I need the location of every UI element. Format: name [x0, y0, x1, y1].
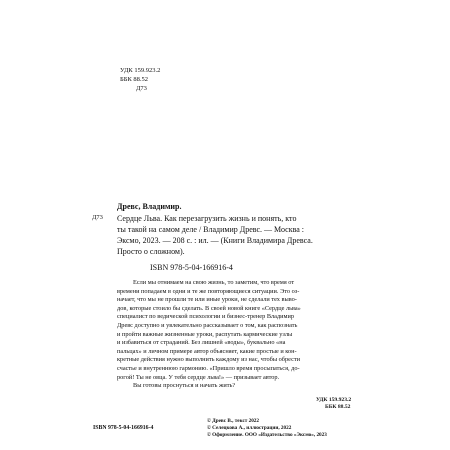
annotation-line: и избавиться от страданий. Без лишней «воды», буквально «на — [117, 339, 286, 347]
annotation-line: времени попадаем в одни и те же повторяющиеся ситуации. Это оз- — [117, 287, 300, 295]
copyright-line: © Селецкова А., иллюстрации, 2022 — [207, 425, 292, 431]
annotation-line: дов, которые стоило бы сделать. В своей новой книге «Сердце льва» — [117, 304, 301, 312]
record-isbn: ISBN 978-5-04-166916-4 — [150, 263, 233, 272]
record-author-sign: Д73 — [92, 214, 103, 221]
annotation-text — [117, 279, 349, 391]
annotation-line: рогой! Ты не овца. У тебя сердце льва!» — призывает автор. — [117, 373, 280, 381]
record-description — [117, 213, 347, 257]
annotation-line: кретные действия нужно выполнить каждому из нас, чтобы обрести — [117, 356, 300, 364]
annotation-line: Вы готовы проснуться и начать жить? — [133, 382, 236, 390]
copyright-block — [207, 418, 327, 439]
bbk-code: ББК 88.52 — [120, 76, 149, 83]
isbn-bottom: ISBN 978-5-04-166916-4 — [93, 425, 154, 431]
record-line: Просто о сложном). — [117, 247, 185, 256]
annotation-line: специалист по ведической психологии и бизнес-тренер Владимир — [117, 313, 295, 321]
record-line: Эксмо, 2023. — 208 с. : ил. — (Книги Владимира Древса. — [117, 236, 313, 245]
annotation-line: и пройти важные жизненные уроки, распутать кармические узлы — [117, 330, 293, 338]
record-line: Сердце Льва. Как перезагрузить жизнь и понять, кто — [117, 214, 297, 223]
udk-code: УДК 159.923.2 — [120, 67, 161, 74]
annotation-line: Древс доступно и увлекательно рассказывает о том, как распознать — [117, 321, 298, 329]
copyright-line: © Древс В., текст 2022 — [207, 418, 259, 424]
annotation-line: счастье и внутреннюю гармонию. «Пришло время просыпаться, до- — [117, 364, 300, 372]
annotation-line: Если мы отнимаем на свою жизнь, то заметим, что время от — [133, 279, 295, 286]
annotation-line: пальцах» и личном примере автор объясняет, какие простые и кон- — [117, 347, 297, 355]
record-author: Древс, Владимир. — [117, 202, 182, 211]
author-sign-code: Д73 — [136, 85, 147, 92]
annotation-line: начает, что мы не прошли те или иные уроки, не сделали тех выво- — [117, 296, 297, 304]
bbk-code-bottom: ББК 88.52 — [325, 404, 351, 410]
udk-code-bottom: УДК 159.923.2 — [316, 397, 352, 403]
record-line: ты такой на самом деле / Владимир Древс. — Москва : — [117, 225, 305, 234]
copyright-line: © Оформление. ООО «Издательство «Эксмо», 2023 — [207, 432, 327, 438]
